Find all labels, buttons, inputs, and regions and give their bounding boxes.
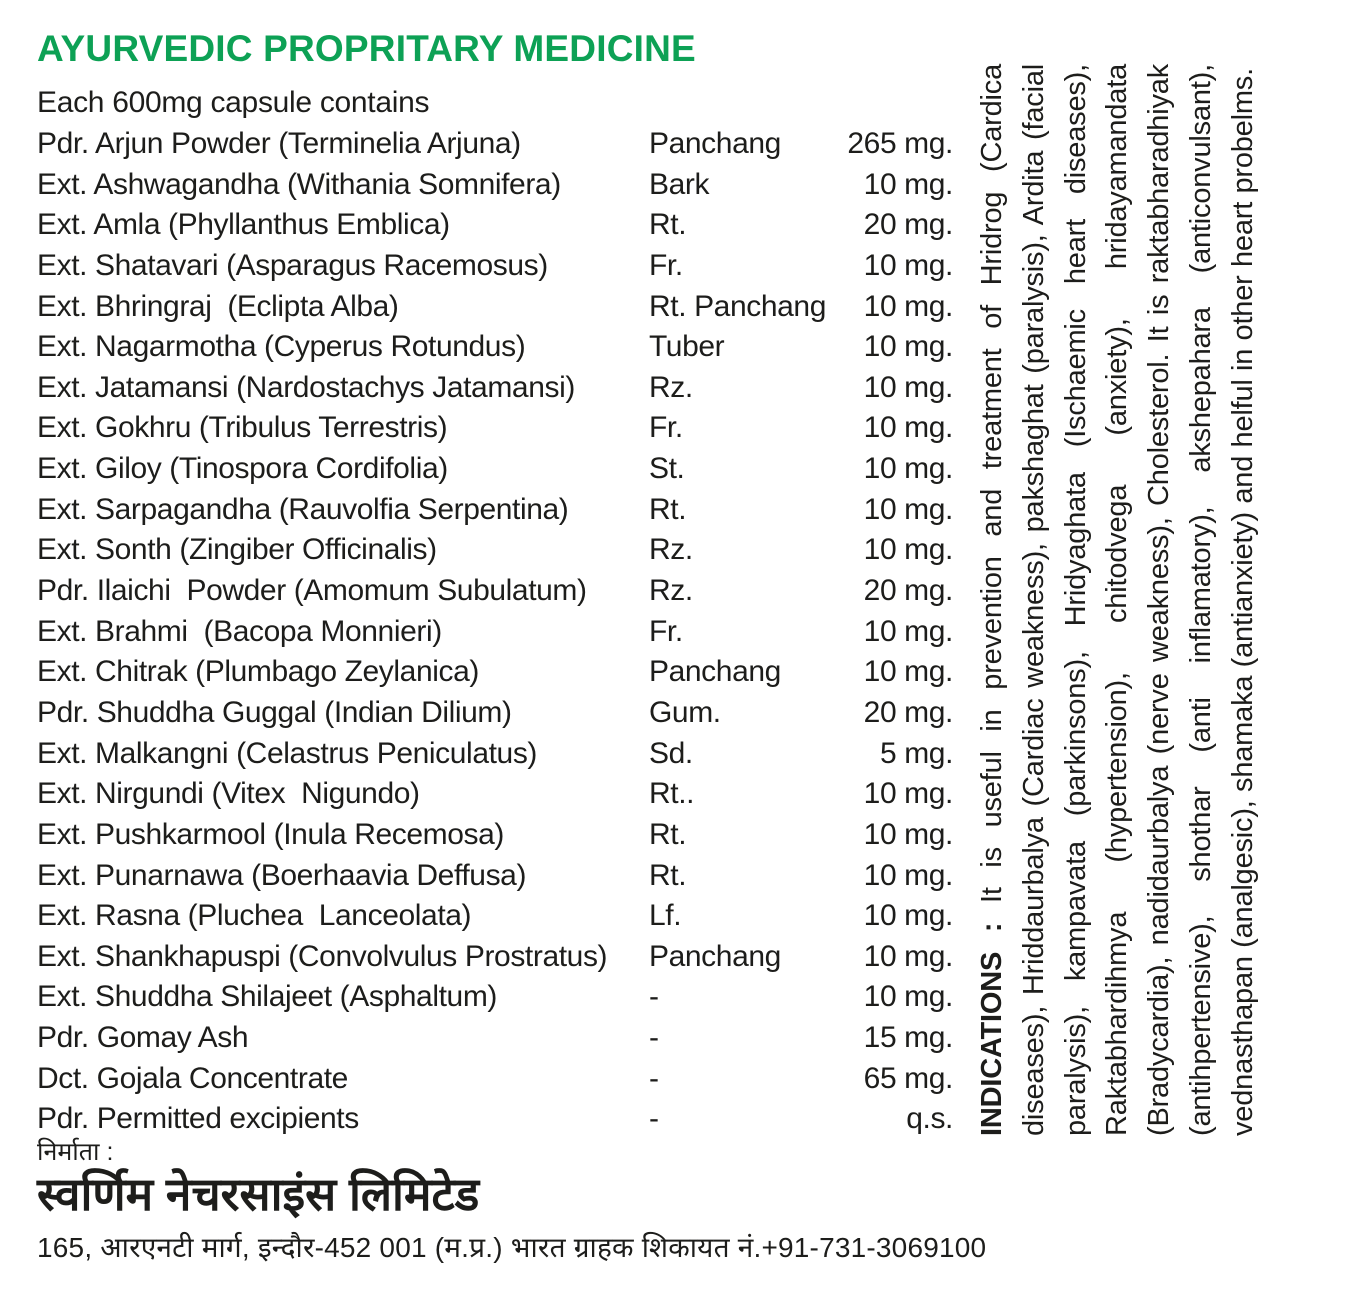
ingredient-part: Rt. [649,858,687,892]
ingredient-qty: q.s. [906,1102,953,1136]
table-row [37,449,953,490]
ingredient-qty: 10 mg. [863,370,953,404]
table-row [37,1018,953,1059]
ingredient-part: Panchang [649,655,781,689]
table-row [37,165,953,206]
ingredient-part: Rt.. [649,777,695,811]
ingredient-qty: 5 mg. [879,736,953,770]
ingredient-name: Ext. Gokhru (Tribulus Terrestris) [37,411,448,445]
ingredient-name: Ext. Jatamansi (Nardostachys Jatamansi) [37,370,575,404]
ingredient-part: Bark [649,167,710,201]
ingredient-part: - [649,980,659,1014]
ingredient-qty: 10 mg. [863,777,953,811]
ingredient-part: St. [649,452,685,486]
ingredient-part: Tuber [649,330,725,364]
indications-block [972,64,1308,1136]
ingredient-qty: 10 mg. [863,899,953,933]
ingredient-part: Gum. [649,695,721,729]
ingredient-name: Ext. Brahmi (Bacopa Monnieri) [37,614,442,648]
ingredient-name: Ext. Amla (Phyllanthus Emblica) [37,208,450,242]
ingredient-qty: 10 mg. [863,248,953,282]
ingredient-qty: 10 mg. [863,167,953,201]
ingredient-name: Ext. Shankhapuspi (Convolvulus Prostratus) [37,939,608,973]
ingredient-qty: 15 mg. [863,1021,953,1055]
table-row [37,652,953,693]
table-row [37,571,953,612]
ingredient-qty: 65 mg. [863,1061,953,1095]
indications-text [972,64,1308,1136]
ingredient-part: Panchang [649,939,781,973]
table-row [37,612,953,653]
ingredient-part: Fr. [649,614,683,648]
ingredient-name: Pdr. Gomay Ash [37,1021,249,1055]
ingredient-qty: 10 mg. [863,980,953,1014]
ingredient-part: Panchang [649,127,781,160]
indications-body: It is useful in prevention and treatment of Hridrog (Cardica diseases), Hriddaurbalya (Cardiac weakness), pakshaghat (paralysis), Ardita (facial paralysis), kampavata (parkinsons), Hridyaghata (Ischaemic heart diseases), Raktabhardihmya (hypertension), chitodvega (anxiety), hridayamandata (Bradycardia), nadidaurbalya (nerve weakness), Cholesterol. It is raktabharadhiyak (antihpertensive), shothar (anti inflamatory), akshepahara (anticonvulsant), vednasthapan (analgesic), shamaka (antianxiety) and helful in other heart probelms. [976,63,1259,1136]
table-row [37,246,953,287]
ingredient-part: Rz. [649,574,693,608]
table-row [37,774,953,815]
ingredient-part: - [649,1021,659,1055]
ingredient-part: Rz. [649,370,693,404]
manufacturer-name: स्वर्णिम नेचरसाइंस लिमिटेड [37,1168,480,1220]
ingredient-name: Ext. Ashwagandha (Withania Somnifera) [37,167,561,201]
ingredient-name: Dct. Gojala Concentrate [37,1061,348,1095]
table-row [37,693,953,734]
ingredient-qty: 10 mg. [863,655,953,689]
ingredient-qty: 10 mg. [863,817,953,851]
table-row [37,1099,953,1140]
ingredient-part: Fr. [649,248,683,282]
ingredient-name: Pdr. Ilaichi Powder (Amomum Subulatum) [37,574,587,608]
ingredients-table [37,124,953,1140]
ingredient-name: Pdr. Arjun Powder (Terminelia Arjuna) [37,127,521,160]
table-row [37,734,953,775]
ingredient-part: Rz. [649,533,693,567]
ingredient-name: Ext. Rasna (Pluchea Lanceolata) [37,899,472,933]
ingredient-part: Sd. [649,736,693,770]
ingredient-qty: 20 mg. [863,574,953,608]
ingredient-name: Ext. Sonth (Zingiber Officinalis) [37,533,437,567]
ingredient-name: Ext. Shuddha Shilajeet (Asphaltum) [37,980,497,1014]
table-row [37,815,953,856]
ingredient-qty: 10 mg. [863,452,953,486]
ingredient-qty: 10 mg. [863,939,953,973]
ingredient-qty: 10 mg. [863,289,953,323]
ingredient-part: Rt. [649,208,687,242]
ingredient-name: Ext. Bhringraj (Eclipta Alba) [37,289,399,323]
ingredient-qty: 10 mg. [863,614,953,648]
ingredient-name: Ext. Chitrak (Plumbago Zeylanica) [37,655,479,689]
ingredient-name: Ext. Nirgundi (Vitex Nigundo) [37,777,420,811]
table-row [37,287,953,328]
ingredient-qty: 10 mg. [863,330,953,364]
manufacturer-label: निर्माता : [37,1138,114,1166]
ingredient-qty: 265 mg. [847,127,953,160]
indications-label: INDICATIONS : [976,922,1008,1136]
table-row [37,205,953,246]
ingredient-name: Pdr. Shuddha Guggal (Indian Dilium) [37,695,512,729]
table-row [37,856,953,897]
ingredient-part: Rt. [649,817,687,851]
ingredient-qty: 10 mg. [863,411,953,445]
ingredient-name: Ext. Pushkarmool (Inula Recemosa) [37,817,504,851]
table-row [37,977,953,1018]
ingredient-name: Ext. Shatavari (Asparagus Racemosus) [37,248,548,282]
ingredient-name: Ext. Sarpagandha (Rauvolfia Serpentina) [37,492,569,526]
ingredient-name: Ext. Giloy (Tinospora Cordifolia) [37,452,448,486]
table-row [37,1059,953,1100]
table-row [37,530,953,571]
ingredient-part: Rt. Panchang [649,289,826,323]
table-row [37,408,953,449]
table-row [37,937,953,978]
ingredient-qty: 10 mg. [863,492,953,526]
ingredient-part: - [649,1061,659,1095]
table-row [37,490,953,531]
ingredient-part: Lf. [649,899,682,933]
ingredient-part: - [649,1102,659,1136]
ingredient-name: Ext. Punarnawa (Boerhaavia Deffusa) [37,858,527,892]
table-row [37,327,953,368]
ingredient-qty: 10 mg. [863,533,953,567]
ingredient-name: Ext. Nagarmotha (Cyperus Rotundus) [37,330,526,364]
manufacturer-address: 165, आरएनटी मार्ग, इन्दौर-452 001 (म.प्र.) भारत ग्राहक शिकायत नं.+91-731-3069100 [37,1232,987,1263]
page-title: AYURVEDIC PROPRITARY MEDICINE [37,28,696,69]
table-row [37,368,953,409]
ingredient-part: Fr. [649,411,683,445]
ingredient-name: Pdr. Permitted excipients [37,1102,359,1136]
ingredient-part: Rt. [649,492,687,526]
composition-heading: Each 600mg capsule contains [37,86,430,119]
ingredient-qty: 10 mg. [863,858,953,892]
ingredient-qty: 20 mg. [863,695,953,729]
table-row [37,124,953,165]
ingredient-qty: 20 mg. [863,208,953,242]
ingredient-name: Ext. Malkangni (Celastrus Peniculatus) [37,736,538,770]
table-row [37,896,953,937]
